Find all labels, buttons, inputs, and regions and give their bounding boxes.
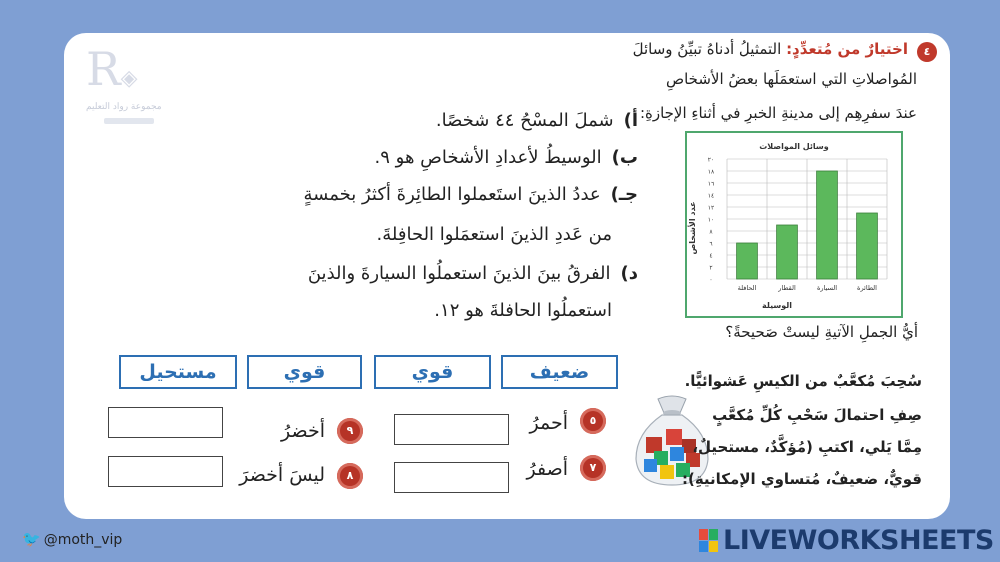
chart-y-tick-label: ١٢ <box>707 204 715 212</box>
item-badge-7: ٧ <box>580 455 606 481</box>
chart-y-tick-label: ١٨ <box>707 168 715 176</box>
option-j-line-2: من عَددِ الذينَ استعمَلوا الحافِلةَ. <box>376 224 612 245</box>
chart-bar-3 <box>817 171 838 279</box>
answer-choice-weak[interactable]: ضعيف <box>501 355 618 389</box>
chart-y-tick-label: ٢٠ <box>707 156 715 164</box>
answer-choice-strong-2[interactable]: قوي <box>374 355 491 389</box>
answer-input-yellow[interactable] <box>394 462 509 493</box>
chart-bar-2 <box>777 225 798 279</box>
chart-svg <box>687 133 901 316</box>
answer-input-green[interactable] <box>108 407 223 438</box>
answer-choice-strong-1[interactable]: قوي <box>247 355 362 389</box>
chart-bar-4 <box>857 213 878 279</box>
option-d-line-1: د)الفرقُ بينَ الذينَ استعملُوا السيارةَ والذينَ <box>307 263 638 284</box>
bag-instruction-line-3: مِمَّا يَلي، اكتبِ (مُؤكَّدٌ، مستحيلٌ، <box>692 438 922 456</box>
question-line-2: المُواصلاتِ التي استعمَلَها بعضُ الأشخاصِ <box>665 70 917 88</box>
chart-y-tick-label: ٠ <box>709 276 713 284</box>
chart-y-tick-label: ١٠ <box>707 216 715 224</box>
chart-category-label: الطائرة <box>857 284 877 292</box>
item-badge-8: ٨ <box>337 463 363 489</box>
chart-category-label: الحافلة <box>737 284 757 292</box>
chart-category-label: السيارة <box>816 284 838 292</box>
chart-title: وسائل المواصلات <box>759 142 829 151</box>
which-not-true-prompt: أيُّ الجملِ الآتيةِ ليستْ صَحيحةً؟ <box>725 323 918 341</box>
chart-y-tick-label: ٢ <box>709 264 713 272</box>
chart-category-label: القطار <box>778 284 796 292</box>
chart-y-tick-label: ٦ <box>709 240 713 248</box>
option-b: ب)الوسيطُ لأعدادِ الأشخاصِ هو ٩. <box>374 147 638 168</box>
option-d-line-2: استعملُوا الحافلةَ هو ١٢. <box>434 300 612 321</box>
question-title: اختيارٌ من مُتعدِّدٍ: التمثيلُ أدناهُ تبيِّنُ وسائلَ <box>632 40 908 58</box>
publisher-logo: R◈ مجموعة رواد التعليم <box>86 42 176 122</box>
chart-bar-1 <box>737 243 758 279</box>
question-line-3: عندَ سفرِهِم إلى مدينةِ الخبرِ في أثناءِ الإجازةِ: <box>639 104 917 122</box>
item-label-red: أحمرُ <box>529 412 568 434</box>
chart-x-label: الوسيلة <box>761 301 793 310</box>
option-j-line-1: جـ)عددُ الذينَ استَعملوا الطائِرةَ أكثرُ بخمسةٍ <box>303 184 638 205</box>
item-badge-9: ٩ <box>337 418 363 444</box>
option-a: أ)شملَ المسْحُ ٤٤ شخصًا. <box>435 110 638 131</box>
twitter-bird-icon: 🐦 <box>22 530 41 548</box>
liveworksheets-brand[interactable]: LIVEWORKSHEETS <box>699 525 994 556</box>
chart-y-tick-label: ١٦ <box>707 180 715 188</box>
question-number-badge: ٤ <box>917 42 937 62</box>
answer-input-not-green[interactable] <box>108 456 223 487</box>
bag-instruction-line-2: صِفِ احتمالَ سَحْبِ كُلِّ مُكعَّبٍ <box>712 406 922 424</box>
answer-choice-impossible[interactable]: مستحيل <box>119 355 237 389</box>
item-label-yellow: أصفرُ <box>526 458 568 480</box>
liveworksheets-logo-icon <box>699 529 719 553</box>
chart-y-label: عدد الأشخاص <box>688 201 697 255</box>
item-label-green: أخضرُ <box>281 420 325 442</box>
twitter-handle[interactable]: 🐦 @moth_vip <box>22 530 123 548</box>
answer-input-red[interactable] <box>394 414 509 445</box>
transport-bar-chart <box>685 131 903 318</box>
bag-instruction-line-1: سُحِبَ مُكعَّبٌ من الكيسِ عَشوائيًّا. <box>684 372 922 390</box>
chart-y-tick-label: ١٤ <box>707 192 715 200</box>
bag-instruction-line-4: قويٌّ، ضعيفٌ، مُتساوي الإمكانيةِ): <box>681 470 922 488</box>
item-label-not-green: ليسَ أخضرَ <box>239 464 325 486</box>
item-badge-5: ٥ <box>580 408 606 434</box>
chart-y-tick-label: ٤ <box>709 252 713 260</box>
chart-y-tick-label: ٨ <box>709 228 713 236</box>
